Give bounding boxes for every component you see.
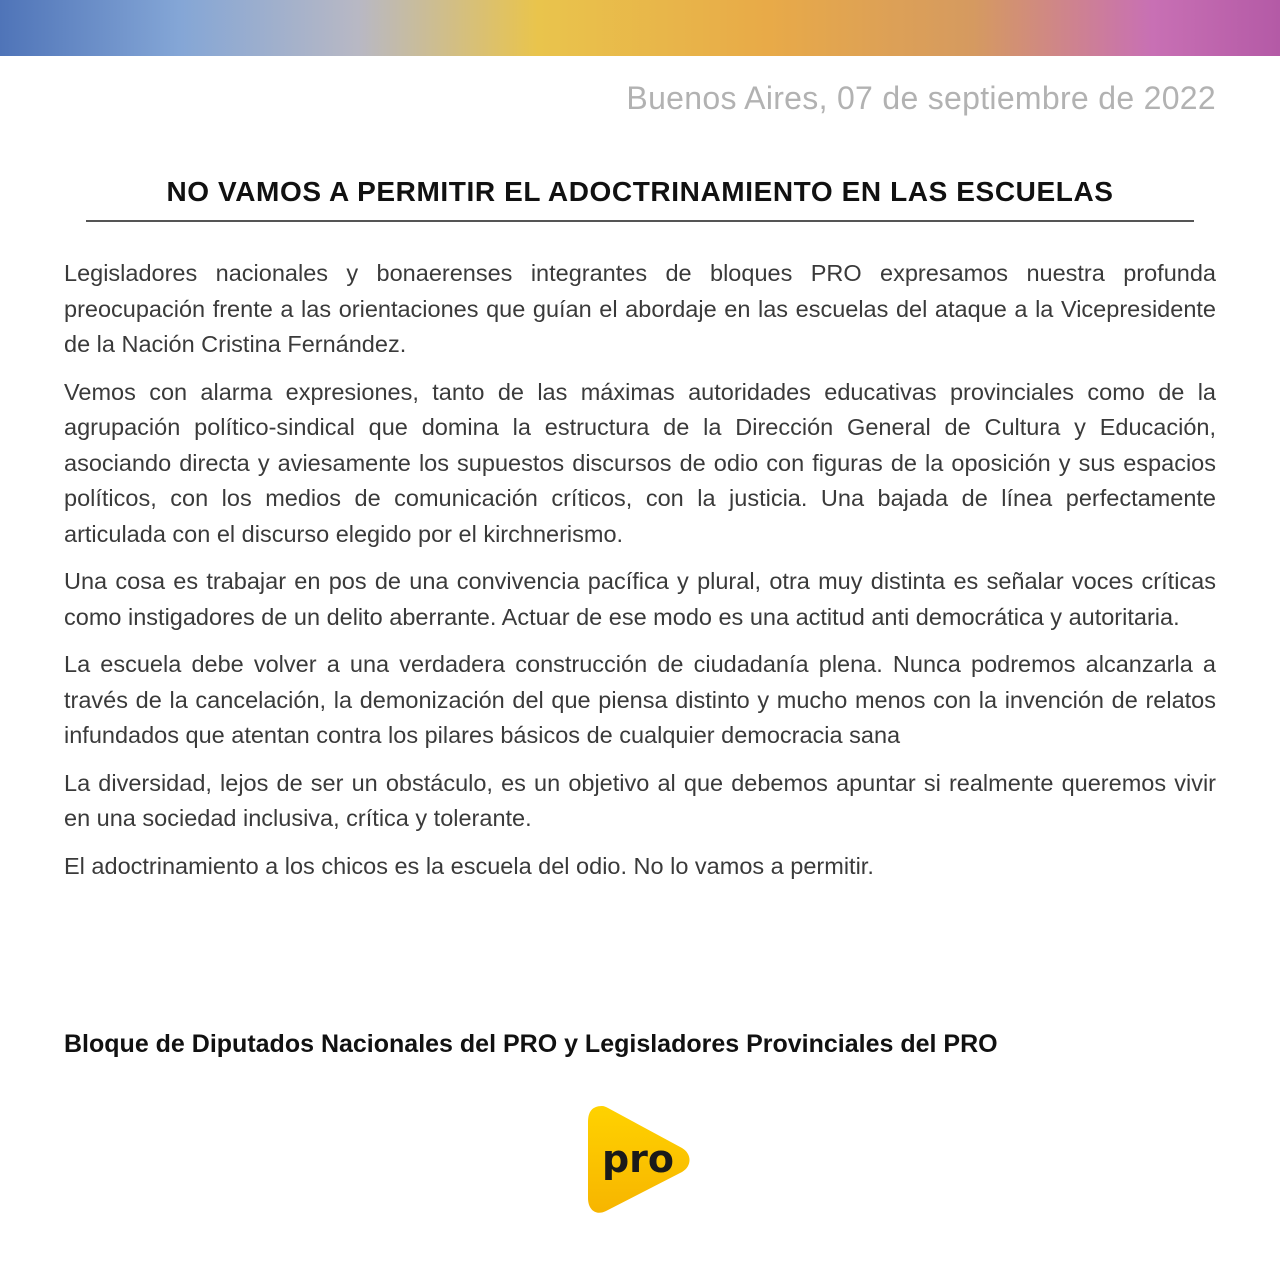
pro-logo-icon	[586, 1102, 692, 1218]
title-divider	[86, 220, 1194, 222]
pro-logo-text: pro	[601, 1137, 675, 1181]
paragraph-6: El adoctrinamiento a los chicos es la escuela del odio. No lo vamos a permitir.	[64, 852, 874, 879]
paragraph-1: Legisladores nacionales y bonaerenses integrantes de bloques PRO expresamos nuestra profunda preocupación frente a las orientaciones que guían el abordaje en las escuelas del ataque a la Vicepresidente de la Nación Cristina Fernández.	[64, 260, 1216, 357]
statement-body	[64, 256, 1216, 896]
paragraph-5: La diversidad, lejos de ser un obstáculo, es un objetivo al que debemos apuntar si realmente queremos vivir en una sociedad inclusiva, crítica y tolerante.	[64, 769, 1216, 831]
signature: Bloque de Diputados Nacionales del PRO y Legisladores Provinciales del PRO	[64, 1030, 998, 1058]
page-title: NO VAMOS A PERMITIR EL ADOCTRINAMIENTO EN LAS ESCUELAS	[166, 176, 1114, 207]
paragraph-2: Vemos con alarma expresiones, tanto de las máximas autoridades educativas provinciales como de la agrupación político-sindical que domina la estructura de la Dirección General de Cultura y Educación, asociando directa y aviesamente los supuestos discursos de odio con figuras de la oposición y sus espacios políticos, con los medios de comunicación críticos, con la justicia. Una bajada de línea perfectamente articulada con el discurso elegido por el kirchnerismo.	[64, 378, 1216, 547]
paragraph-4: La escuela debe volver a una verdadera construcción de ciudadanía plena. Nunca podremos alcanzarla a través de la cancelación, la demonización del que piensa distinto y mucho menos con la invención de relatos infundados que atentan contra los pilares básicos de cualquier democracia sana	[64, 651, 1216, 748]
top-gradient-bar	[0, 0, 1280, 56]
date-line: Buenos Aires, 07 de septiembre de 2022	[626, 80, 1216, 116]
paragraph-3: Una cosa es trabajar en pos de una convivencia pacífica y plural, otra muy distinta es señalar voces críticas como instigadores de un delito aberrante. Actuar de ese modo es una actitud anti democrática y autoritaria.	[64, 568, 1216, 630]
